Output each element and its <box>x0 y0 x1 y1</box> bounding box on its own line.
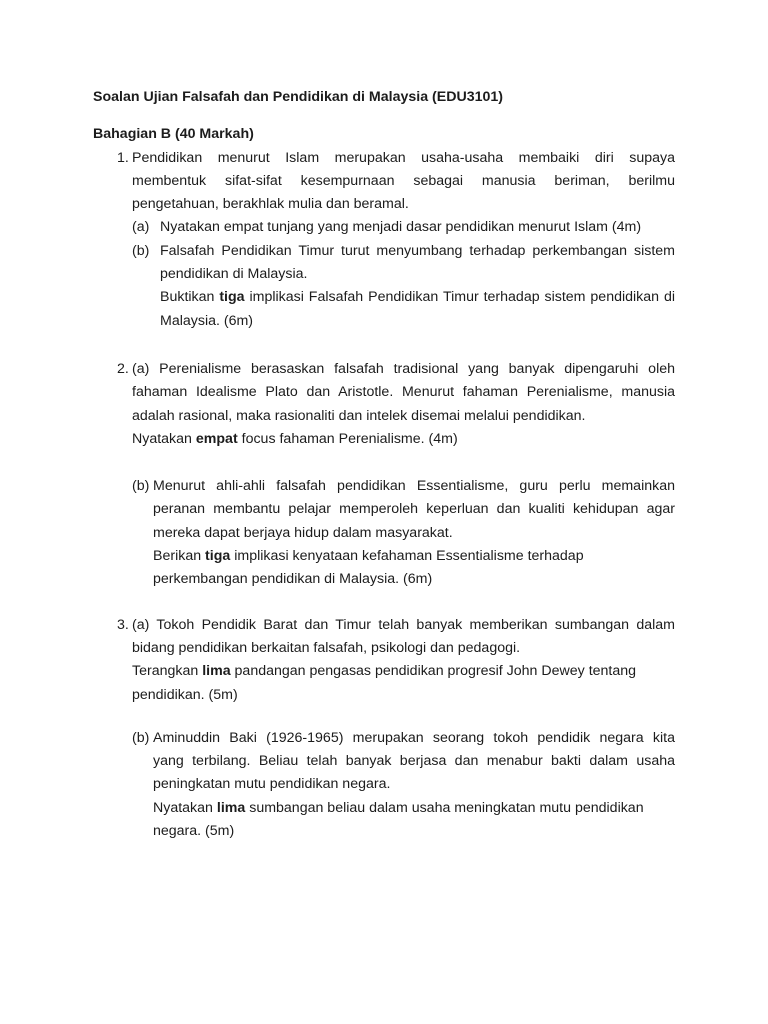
text-line: fahaman Idealisme Plato dan Aristotle. Menurut fahaman Perenialisme, manusia <box>132 384 675 401</box>
section-heading: Bahagian B (40 Markah) <box>93 126 254 143</box>
part-text <box>160 240 675 333</box>
text-line: (a) Perenialisme berasaskan falsafah tradisional yang banyak dipengaruhi oleh <box>132 360 675 377</box>
text-line: membentuk sifat-sifat kesempurnaan sebagai manusia beriman, berilmu <box>132 172 675 189</box>
text-line: Nyatakan lima sumbangan beliau dalam usaha meningkatan mutu pendidikan <box>153 799 644 816</box>
text-line: Malaysia. (6m) <box>160 312 254 329</box>
text-line: Buktikan tiga implikasi Falsafah Pendidikan Timur terhadap sistem pendidikan di <box>160 289 675 306</box>
text-line: Nyatakan empat focus fahaman Perenialisme. (4m) <box>132 430 458 447</box>
part-text <box>153 475 675 591</box>
text-line: yang terbilang. Beliau telah banyak berjasa dan menabur bakti dalam usaha <box>153 753 675 770</box>
text-line: pendidikan. (5m) <box>132 686 238 703</box>
text-line: negara. (5m) <box>153 823 235 840</box>
text-line: pengetahuan, berakhlak mulia dan beramal. <box>132 196 409 213</box>
text-line: Nyatakan empat tunjang yang menjadi dasar pendidikan menurut Islam (4m) <box>160 219 642 236</box>
text-line: Falsafah Pendidikan Timur turut menyumbang terhadap perkembangan sistem <box>160 242 675 259</box>
question-body <box>132 614 675 844</box>
question-text <box>132 614 675 707</box>
document <box>93 86 675 843</box>
question-part <box>132 475 675 591</box>
question-body <box>132 358 675 592</box>
question <box>93 358 675 592</box>
text-line: (a) Tokoh Pendidik Barat dan Timur telah banyak memberikan sumbangan dalam <box>132 616 675 633</box>
document-title: Soalan Ujian Falsafah dan Pendidikan di Malaysia (EDU3101) <box>93 89 503 105</box>
text-line: Menurut ahli-ahli falsafah pendidikan Essentialisme, guru perlu memainkan <box>153 478 675 495</box>
question-part <box>132 727 675 843</box>
text-line: peranan membantu pelajar memperoleh keperluan dan kualiti kehidupan agar <box>153 501 675 518</box>
question-part <box>132 240 675 333</box>
text-line: Aminuddin Baki (1926-1965) merupakan seorang tokoh pendidik negara kita <box>153 729 675 746</box>
question <box>93 614 675 844</box>
part-text <box>160 216 675 239</box>
question-list <box>93 147 675 844</box>
question-body <box>132 147 675 333</box>
text-line: Berikan tiga implikasi kenyataan kefahaman Essentialisme terhadap <box>153 548 584 565</box>
text-line: mereka dapat berjaya hidup dalam masyarakat. <box>153 524 453 541</box>
text-line: perkembangan pendidikan di Malaysia. (6m) <box>153 571 433 588</box>
part-text <box>153 727 675 843</box>
question-text <box>132 358 675 451</box>
text-line: peningkatan mutu pendidikan negara. <box>153 776 391 793</box>
text-line: bidang pendidikan berkaitan falsafah, psikologi dan pedagogi. <box>132 639 521 656</box>
question-part <box>132 216 675 239</box>
question-text <box>132 147 675 217</box>
question-number: 3. <box>117 616 129 633</box>
text-line: adalah rasional, maka rasionaliti dan intelek disemai melalui pendidikan. <box>132 407 586 424</box>
text-line: pendidikan di Malaysia. <box>160 266 308 283</box>
part-label: (b) <box>132 478 150 495</box>
question <box>93 147 675 333</box>
text-line: Pendidikan menurut Islam merupakan usaha-usaha membaiki diri supaya <box>132 149 675 166</box>
text-line: Terangkan lima pandangan pengasas pendidikan progresif John Dewey tentang <box>132 663 637 680</box>
part-label: (b) <box>132 729 150 746</box>
question-number: 1. <box>117 149 129 166</box>
part-label: (a) <box>132 219 150 236</box>
part-label: (b) <box>132 242 150 259</box>
question-number: 2. <box>117 360 129 377</box>
